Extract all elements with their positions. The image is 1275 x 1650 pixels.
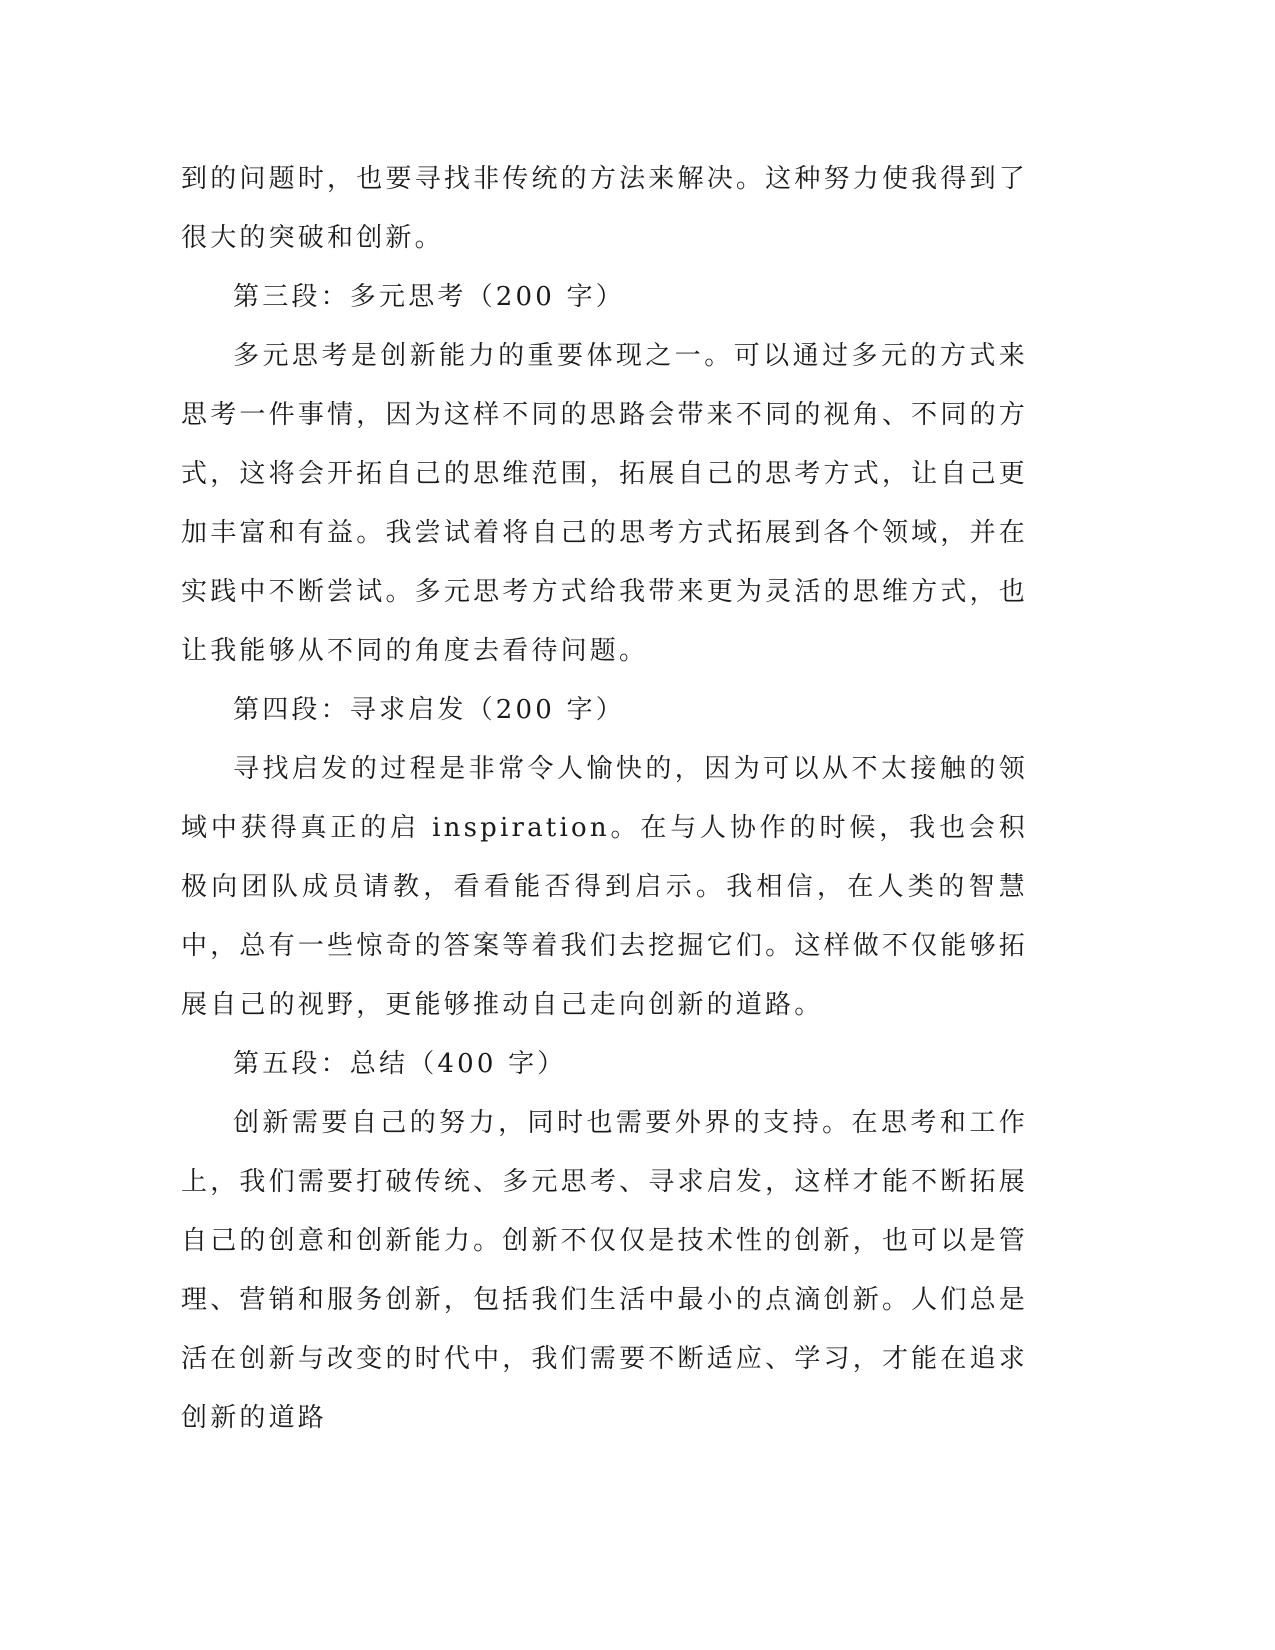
paragraph-multi-thinking: 多元思考是创新能力的重要体现之一。可以通过多元的方式来思考一件事情，因为这样不同的思路会带来不同的视角、不同的方式，这将会开拓自己的思维范围，拓展自己的思考方式，让自己更加丰富和有益。我尝试着将自己的思考方式拓展到各个领域，并在实践中不断尝试。多元思考方式给我带来更为灵活的思维方式，也让我能够从不同的角度去看待问题。 bbox=[181, 341, 1028, 666]
paragraph-seek-inspiration: 寻找启发的过程是非常令人愉快的，因为可以从不太接触的领域中获得真正的启 inspiration。在与人协作的时候，我也会积极向团队成员请教，看看能否得到启示。我相信，在人类的智慧中，总有一些惊奇的答案等着我们去挖掘它们。这样做不仅能够拓展自己的视野，更能够推动自己走向创新的道路。 bbox=[181, 754, 1028, 1020]
section-heading-5: 第五段：总结（400 字） bbox=[233, 1049, 567, 1079]
document-body bbox=[181, 150, 1028, 1448]
paragraph-summary: 创新需要自己的努力，同时也需要外界的支持。在思考和工作上，我们需要打破传统、多元思考、寻求启发，这样才能不断拓展自己的创意和创新能力。创新不仅仅是技术性的创新，也可以是管理、营销和服务创新，包括我们生活中最小的点滴创新。人们总是活在创新与改变的时代中，我们需要不断适应、学习，才能在追求创新的道路 bbox=[181, 1108, 1028, 1433]
paragraph-continuation: 到的问题时，也要寻找非传统的方法来解决。这种努力使我得到了很大的突破和创新。 bbox=[181, 164, 1028, 253]
section-heading-3: 第三段：多元思考（200 字） bbox=[233, 282, 625, 312]
section-heading-4: 第四段：寻求启发（200 字） bbox=[233, 695, 625, 725]
